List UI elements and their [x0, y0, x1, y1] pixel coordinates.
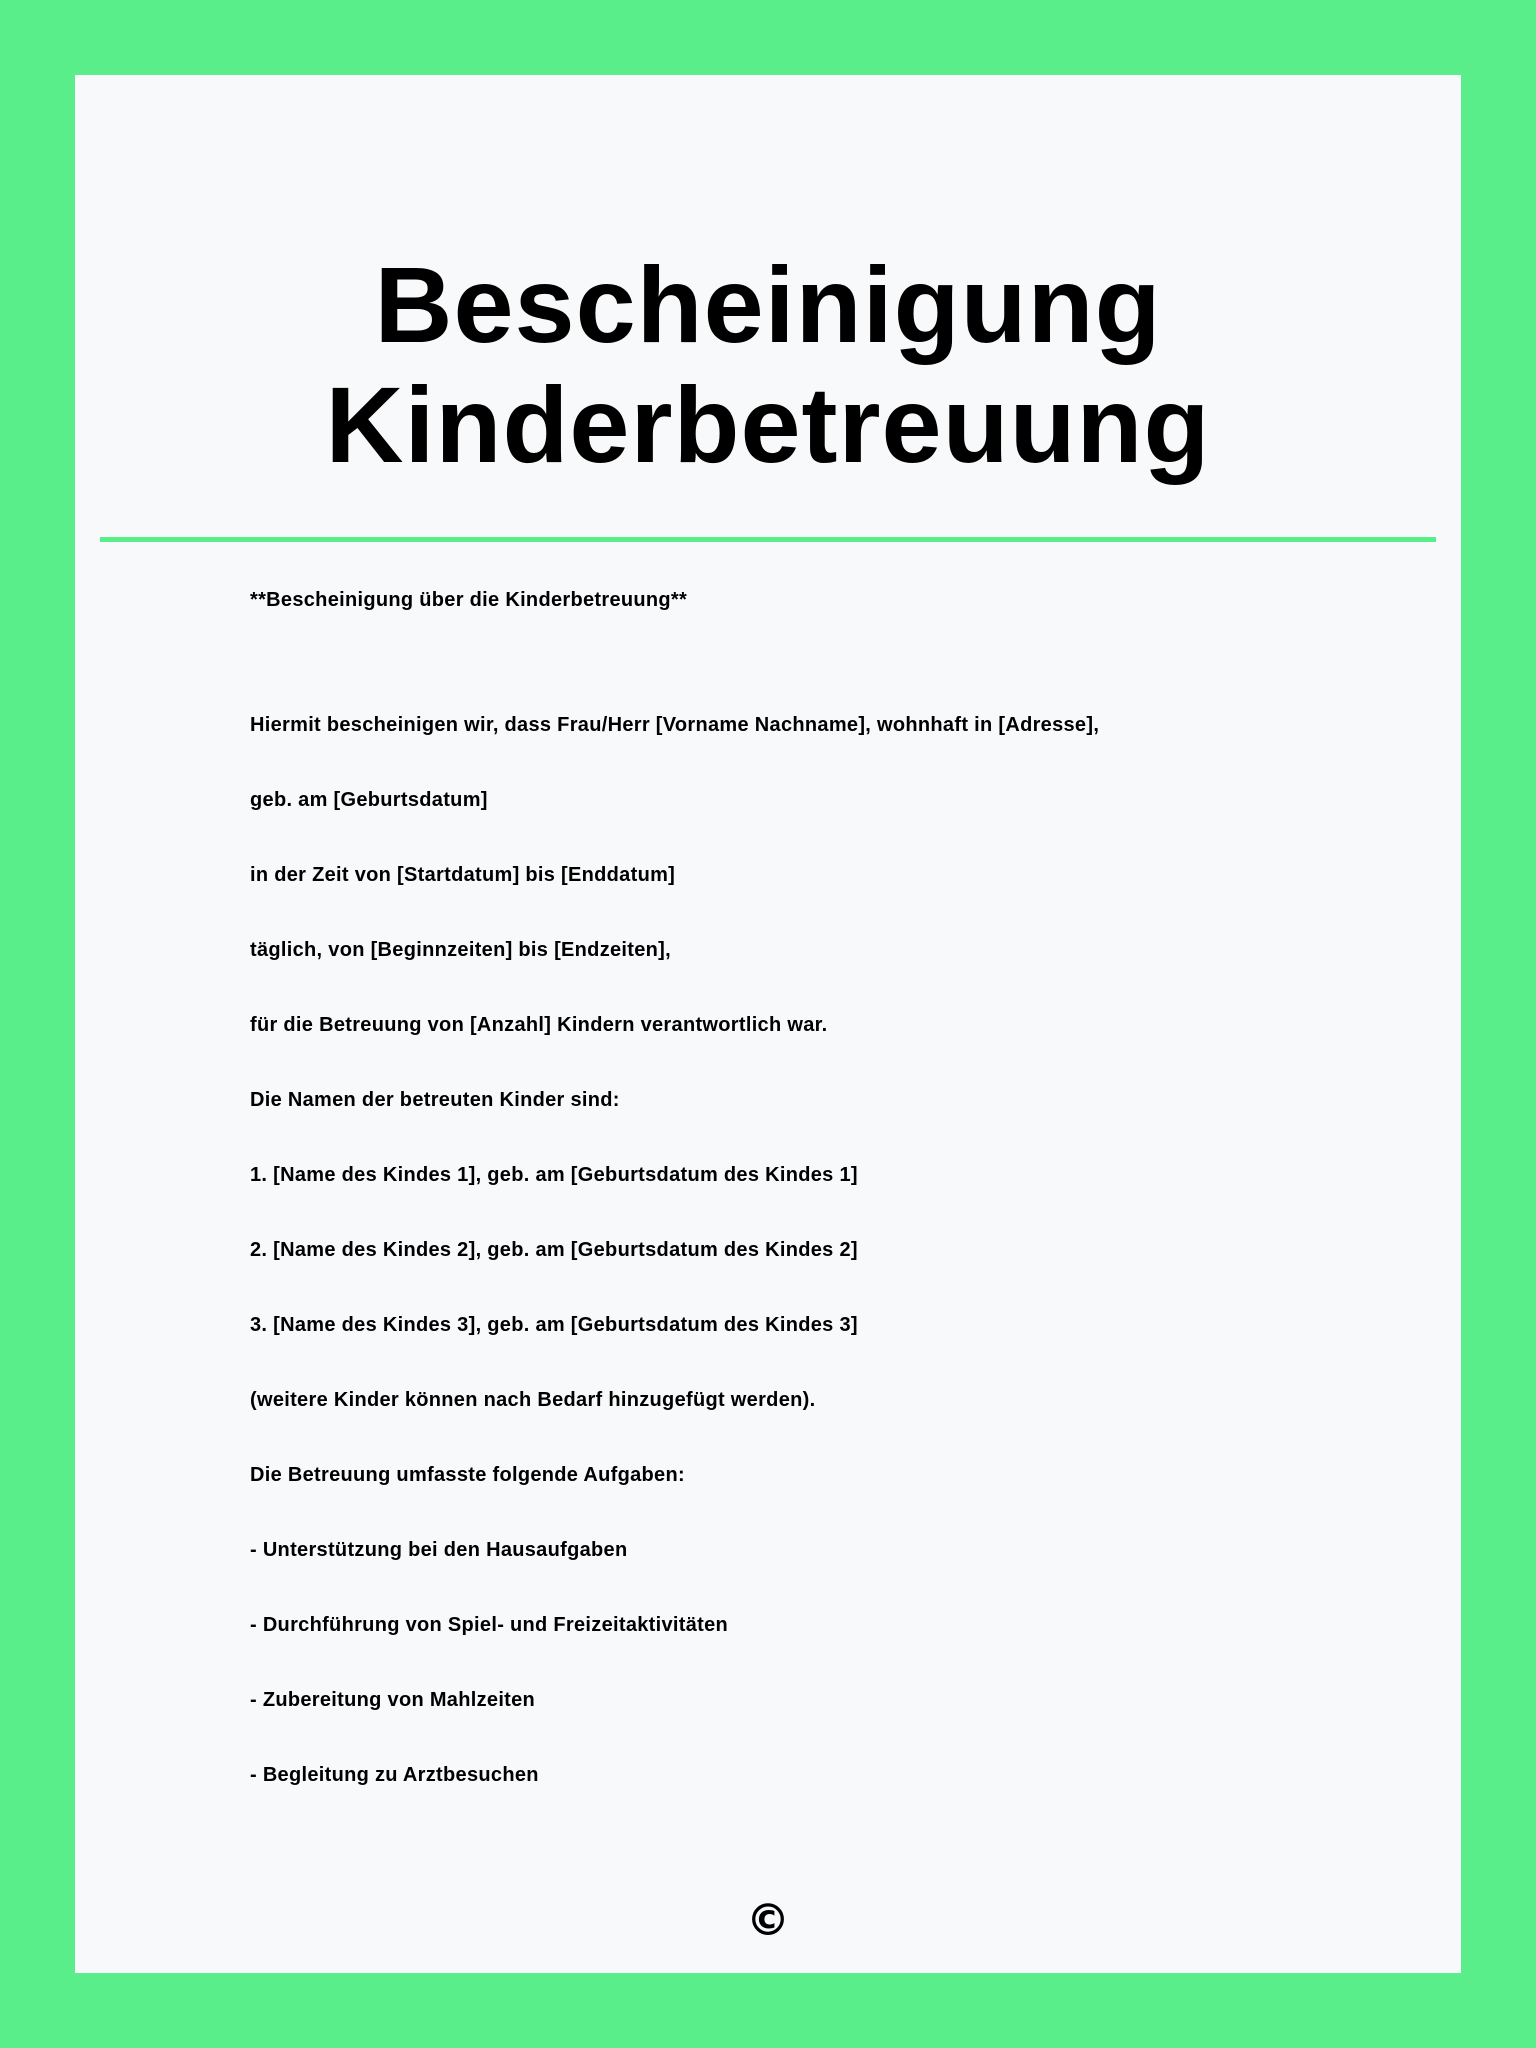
child-list-item: 2. [Name des Kindes 2], geb. am [Geburtsdatum des Kindes 2] [250, 1239, 858, 1261]
title-line-1: Bescheinigung [374, 244, 1162, 365]
body-line: Die Betreuung umfasste folgende Aufgaben: [250, 1464, 685, 1486]
task-list-item: - Begleitung zu Arztbesuchen [250, 1764, 539, 1786]
body-line: geb. am [Geburtsdatum] [250, 789, 488, 811]
body-line: (weitere Kinder können nach Bedarf hinzugefügt werden). [250, 1389, 816, 1411]
body-line: täglich, von [Beginnzeiten] bis [Endzeiten], [250, 939, 671, 961]
copyright-icon: © [746, 1895, 790, 1946]
document-heading: **Bescheinigung über die Kinderbetreuung** [250, 589, 688, 611]
title-line-2: Kinderbetreuung [325, 364, 1211, 485]
body-line: Hiermit bescheinigen wir, dass Frau/Herr [Vorname Nachname], wohnhaft in [Adresse], [250, 714, 1100, 736]
document-title [75, 245, 1461, 485]
title-divider [100, 537, 1436, 542]
body-line: in der Zeit von [Startdatum] bis [Enddatum] [250, 864, 676, 886]
body-line: Die Namen der betreuten Kinder sind: [250, 1089, 620, 1111]
body-line: für die Betreuung von [Anzahl] Kindern verantwortlich war. [250, 1014, 828, 1036]
child-list-item: 3. [Name des Kindes 3], geb. am [Geburtsdatum des Kindes 3] [250, 1314, 858, 1336]
task-list-item: - Zubereitung von Mahlzeiten [250, 1689, 536, 1711]
child-list-item: 1. [Name des Kindes 1], geb. am [Geburtsdatum des Kindes 1] [250, 1164, 858, 1186]
task-list-item: - Unterstützung bei den Hausaufgaben [250, 1539, 628, 1561]
task-list-item: - Durchführung von Spiel- und Freizeitaktivitäten [250, 1614, 729, 1636]
document-page [75, 75, 1461, 1973]
